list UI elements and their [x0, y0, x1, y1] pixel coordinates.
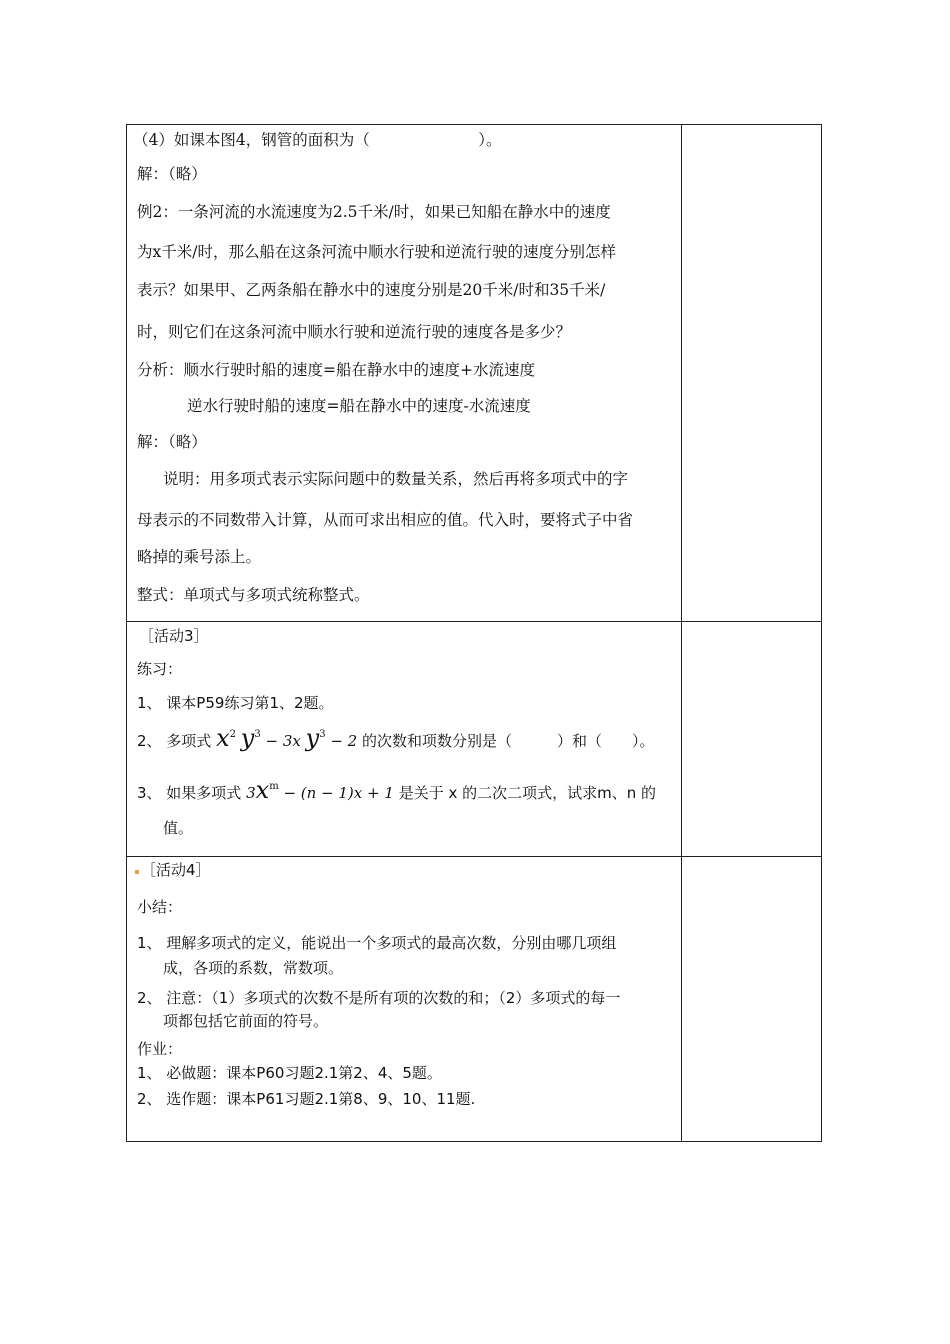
activity-4-title: ［活动4］ [141, 861, 211, 879]
activity-3-title: ［活动3］ [139, 627, 209, 645]
content-cell [127, 622, 682, 857]
table-row [127, 125, 822, 622]
notes-cell [682, 125, 822, 622]
analysis-line-2: 逆水行驶时船的速度=船在静水中的速度-水流速度 [187, 397, 531, 415]
notes-cell [682, 857, 822, 1142]
summary-item-1: 1、 理解多项式的定义，能说出一个多项式的最高次数，分别由哪几项组 [137, 934, 617, 952]
note-line-1: 说明：用多项式表示实际问题中的数量关系，然后再将多项式中的字 [163, 470, 629, 488]
lesson-table [126, 124, 822, 1142]
content-cell [127, 125, 682, 622]
item-3-suffix: 是关于 x 的二次二项式，试求m、n 的 [398, 784, 656, 802]
item-3-prefix: 3、 如果多项式 [137, 784, 242, 802]
note-line-3: 略掉的乘号添上。 [137, 548, 262, 566]
homework-item-1: 1、 必做题：课本P60习题2.1第2、4、5题。 [137, 1064, 442, 1082]
example-2-line-2: 为x千米/时，那么船在这条河流中顺水行驶和逆流行驶的速度分别怎样 [137, 243, 616, 261]
summary-item-1-continued: 成，各项的系数，常数项。 [163, 959, 344, 977]
exercise-label: 练习： [137, 660, 183, 678]
example-2-line-1: 例2：一条河流的水流速度为2.5千米/时，如果已知船在静水中的速度 [137, 203, 611, 221]
table-row [127, 857, 822, 1142]
polynomial-expression: $x^2$ $y^3 - 3x$ $y^3 - 2$ [216, 724, 358, 752]
content-cell [127, 857, 682, 1142]
example-2-line-4: 时，则它们在这条河流中顺水行驶和逆流行驶的速度各是多少？ [137, 323, 572, 341]
question-4: （4）如课本图4，钢管的面积为（ ）。 [133, 131, 502, 149]
integral-definition: 整式：单项式与多项式统称整式。 [137, 586, 370, 604]
item-2-suffix: 的次数和项数分别是（ ）和（ ）。 [362, 732, 655, 750]
exercise-item-3 [137, 776, 656, 810]
exercise-item-3-continued: 值。 [163, 819, 194, 837]
analysis-line-1: 分析：顺水行驶时船的速度=船在静水中的速度+水流速度 [137, 361, 535, 379]
example-2-line-3: 表示？如果甲、乙两条船在静水中的速度分别是20千米/时和35千米/ [137, 281, 606, 299]
polynomial-expression: $3x^m - (n - 1)x + 1$ [246, 776, 394, 804]
item-2-prefix: 2、 多项式 [137, 732, 212, 750]
note-line-2: 母表示的不同数带入计算，从而可求出相应的值。代入时，要将式子中省 [137, 511, 634, 529]
homework-item-2: 2、 选作题：课本P61习题2.1第8、9、10、11题. [137, 1090, 476, 1108]
marker-dot [135, 870, 139, 874]
summary-label: 小结： [137, 898, 183, 916]
solution-line: 解：（略） [137, 165, 207, 183]
notes-cell [682, 622, 822, 857]
homework-label: 作业： [137, 1040, 183, 1058]
exercise-item-1: 1、 课本P59练习第1、2题。 [137, 694, 334, 712]
table-row [127, 622, 822, 857]
summary-item-2: 2、 注意：（1）多项式的次数不是所有项的次数的和；（2）多项式的每一 [137, 989, 621, 1007]
exercise-item-2 [137, 724, 655, 758]
solution-line: 解：（略） [137, 433, 207, 451]
summary-item-2-continued: 项都包括它前面的符号。 [163, 1012, 329, 1030]
